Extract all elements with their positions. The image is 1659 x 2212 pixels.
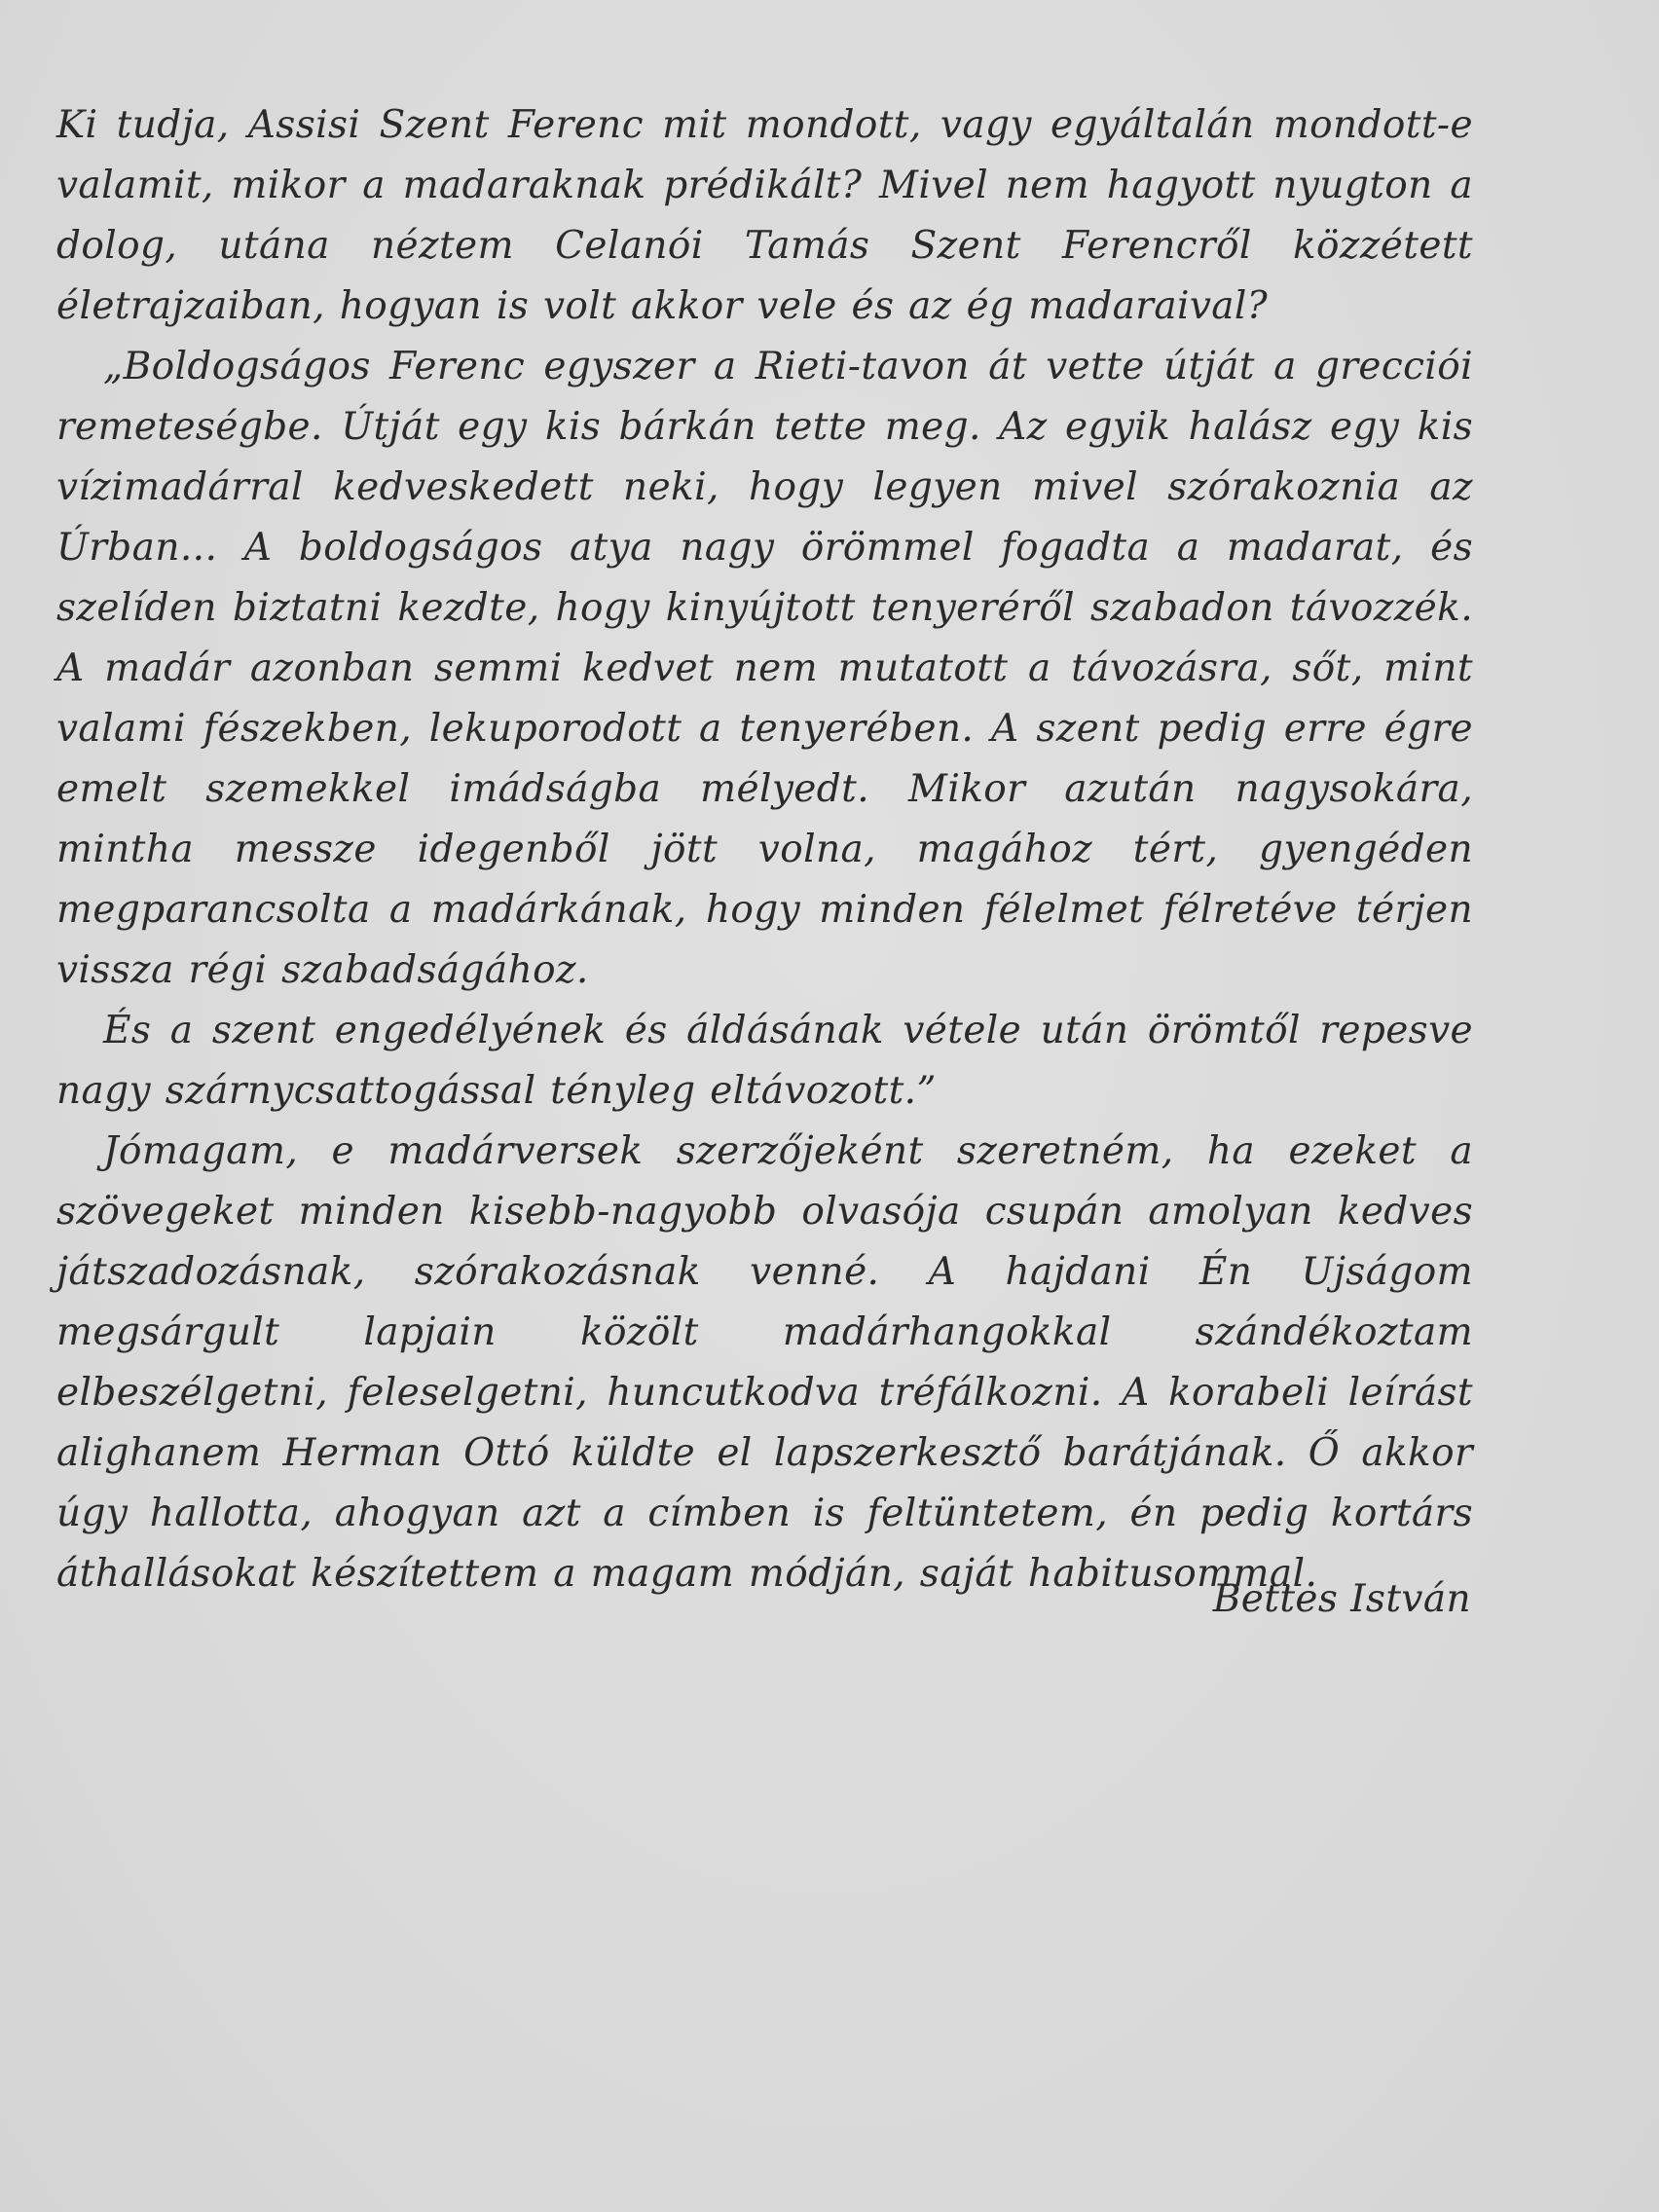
paragraph-quote-end: És a szent engedélyének és áldásának vétele után örömtől repesve nagy szárnycsattogással tényleg eltávozott.” (56, 1009, 1473, 1113)
paragraph-author-note: Jómagam, e madárversek szerzőjeként szeretném, ha ezeket a szövegeket minden kisebb-nagyobb olvasója csupán amolyan kedves játszadozásnak, szórakozásnak venné. A hajdani Én Ujságom megsárgult lapjain közölt madárhangokkal szándékoztam elbeszélgetni, feleselgetni, huncutkodva tréfálkozni. A korabeli leírást alighanem Herman Ottó küldte el lapszerkesztő barátjának. Ő akkor úgy hallotta, ahogyan azt a címben is feltüntetem, én pedig kortárs áthallásokat készítettem a magam módján, saját habitusommal. (56, 1129, 1473, 1596)
paragraph-quote: „Boldogságos Ferenc egyszer a Rieti-tavon át vette útját a grecciói remeteségbe. Útját egy kis bárkán tette meg. Az egyik halász egy kis vízimadárral kedveskedett neki, hogy legyen mivel szórakoznia az Úrban... A boldogságos atya nagy örömmel fogadta a madarat, és szelíden biztatni kezdte, hogy kinyújtott tenyeréről szabadon távozzék. A madár azonban semmi kedvet nem mutatott a távozásra, sőt, mint valami fészekben, lekuporodott a tenyerében. A szent pedig erre égre emelt szemekkel imádságba mélyedt. Mikor azután nagysokára, mintha messze idegenből jött volna, magához tért, gyengéden megparancsolta a madárkának, hogy minden félelmet félretéve térjen vissza régi szabadságához. (56, 345, 1473, 992)
paragraph-intro: Ki tudja, Assisi Szent Ferenc mit mondott, vagy egyáltalán mondott-e valamit, mikor a madaraknak prédikált? Mivel nem hagyott nyugton a dolog, utána néztem Celanói Tamás Szent Ferencről közzétett életrajzaiban, hogyan is volt akkor vele és az ég madaraival? (56, 103, 1473, 328)
author-signature: Bettes István (1212, 1577, 1471, 1621)
document-body (56, 95, 1473, 1604)
